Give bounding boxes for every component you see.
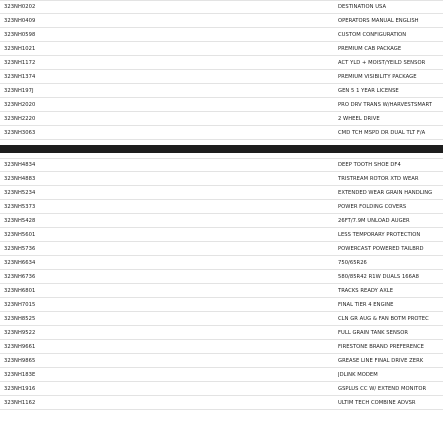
option-description: PRO DRV TRANS W/HARVESTSMART	[338, 101, 432, 108]
table-row	[0, 256, 443, 270]
option-code: 323NH8525	[4, 315, 36, 322]
option-description: FULL GRAIN TANK SENSOR	[338, 329, 409, 336]
option-description: GEN 5 1 YEAR LICENSE	[338, 87, 399, 94]
option-description: GREASE LINE FINAL DRIVE ZERK	[338, 357, 424, 364]
table-row	[0, 172, 443, 186]
option-code: 323NH7015	[4, 301, 36, 308]
option-code: 323NH5428	[4, 217, 36, 224]
table-row	[0, 382, 443, 396]
option-description: 750/65R26	[338, 259, 367, 266]
option-code: 323NH5736	[4, 245, 36, 252]
option-description: LESS TEMPORARY PROTECTION	[338, 231, 421, 238]
option-description: EXTENDED WEAR GRAIN HANDLING	[338, 189, 433, 196]
option-code: 323NH1162	[4, 399, 36, 406]
option-code: 323NH1021	[4, 45, 36, 52]
option-code: 323NH0598	[4, 31, 36, 38]
table-row	[0, 70, 443, 84]
option-description: CLN GR AUG & FAN BOTM PROTEC	[338, 315, 429, 322]
option-code: 323NH9661	[4, 343, 36, 350]
option-description: TRACKS READY AXLE	[338, 287, 394, 294]
table-row	[0, 326, 443, 340]
option-code: 323NH5234	[4, 189, 36, 196]
option-code: 323NH2020	[4, 101, 36, 108]
table-row	[0, 84, 443, 98]
option-description: POWER FOLDING COVERS	[338, 203, 407, 210]
option-description: CMD TCH MSPD DR DUAL TLT F/A	[338, 129, 426, 136]
option-code: 323NH6736	[4, 273, 36, 280]
table-row	[0, 396, 443, 410]
option-description: 2 WHEEL DRIVE	[338, 115, 380, 122]
option-description: JDLINK MODEM	[338, 371, 378, 378]
option-code: 323NH183E	[4, 371, 36, 378]
option-description: TRISTREAM ROTOR XTD WEAR	[338, 175, 419, 182]
table-row	[0, 312, 443, 326]
option-code: 323NH0409	[4, 17, 36, 24]
option-description: FIRESTONE BRAND PREFERENCE	[338, 343, 425, 350]
option-code: 323NH9865	[4, 357, 36, 364]
table-row	[0, 98, 443, 112]
table-row	[0, 270, 443, 284]
option-code: 323NH2220	[4, 115, 36, 122]
table-row	[0, 42, 443, 56]
option-table-group-2	[0, 158, 443, 410]
option-code: 323NH0202	[4, 4, 36, 10]
table-row	[0, 242, 443, 256]
option-description: 26FT/7.9M UNLOAD AUGER	[338, 217, 410, 224]
option-description: PREMIUM VISIBILITY PACKAGE	[338, 73, 417, 80]
option-description: FINAL TIER 4 ENGINE	[338, 301, 394, 308]
option-table-group-1	[0, 0, 443, 140]
option-code: 323NH6634	[4, 259, 36, 266]
option-code: 323NH5601	[4, 231, 36, 238]
option-code: 323NH4834	[4, 162, 36, 168]
table-row	[0, 228, 443, 242]
table-row	[0, 368, 443, 382]
option-code: 323NH4883	[4, 175, 36, 182]
table-row	[0, 14, 443, 28]
option-code: 323NH1916	[4, 385, 36, 392]
option-code: 323NH6801	[4, 287, 36, 294]
option-description: GSPLUS CC W/ EXTEND MONITOR	[338, 385, 427, 392]
option-code: 323NH1172	[4, 59, 36, 66]
table-row	[0, 284, 443, 298]
table-row	[0, 1, 443, 14]
option-description: DESTINATION USA	[338, 4, 387, 10]
option-description: CUSTOM CONFIGURATION	[338, 31, 407, 38]
option-description: OPERATORS MANUAL ENGLISH	[338, 17, 419, 24]
option-code: 323NH1374	[4, 73, 36, 80]
option-description: PREMIUM CAB PACKAGE	[338, 45, 402, 52]
table-row	[0, 159, 443, 172]
section-divider	[0, 145, 443, 153]
option-description: ACT YLD + MOIST/YEILD SENSOR	[338, 59, 426, 66]
table-row	[0, 186, 443, 200]
table-row	[0, 200, 443, 214]
option-description: POWERCAST POWERED TAILBRD	[338, 245, 424, 252]
table-row	[0, 340, 443, 354]
option-description: ULTIM TECH COMBINE ADVSR	[338, 399, 416, 406]
option-description: DEEP TOOTH SHOE DF4	[338, 162, 401, 168]
table-row	[0, 56, 443, 70]
table-row	[0, 298, 443, 312]
option-code: 323NH9522	[4, 329, 36, 336]
option-code: 323NH3063	[4, 129, 36, 136]
table-row	[0, 28, 443, 42]
table-row	[0, 112, 443, 126]
table-row	[0, 126, 443, 140]
option-code: 323NH5373	[4, 203, 36, 210]
table-row	[0, 354, 443, 368]
option-description: 580/85R42 R1W DUALS 166A8	[338, 273, 419, 280]
table-row	[0, 214, 443, 228]
option-code: 323NH197J	[4, 87, 34, 94]
